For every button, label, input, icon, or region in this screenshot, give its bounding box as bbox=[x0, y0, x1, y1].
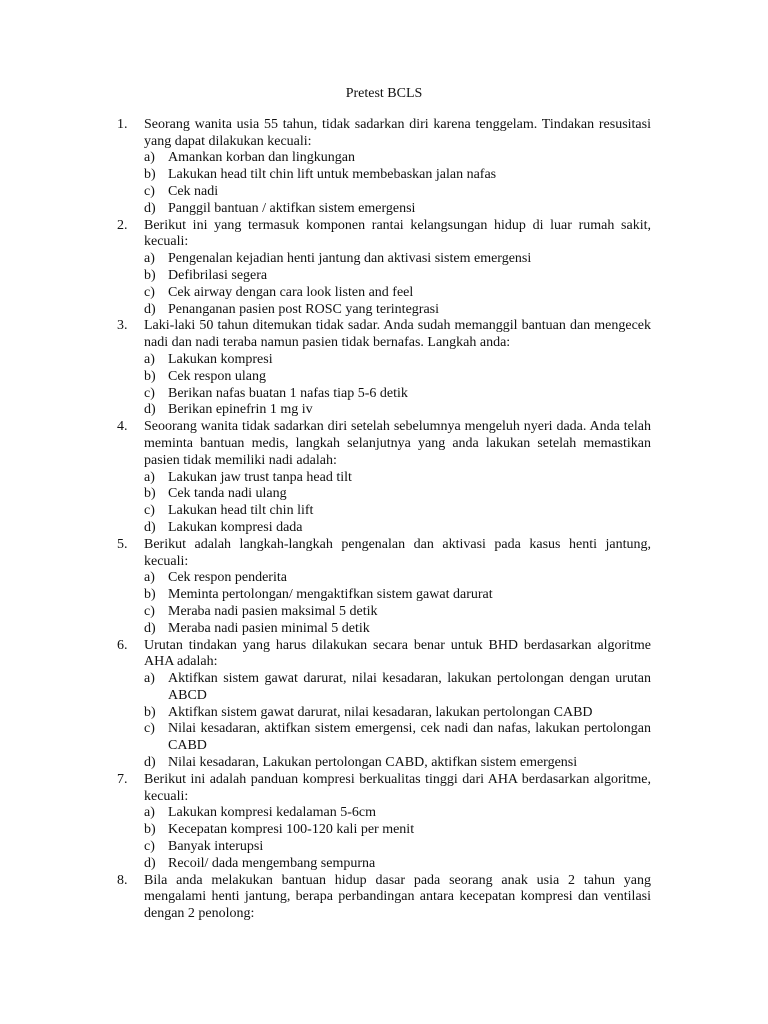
question-text: Urutan tindakan yang harus dilakukan secara benar untuk BHD berdasarkan algoritme AHA adalah: bbox=[144, 637, 651, 670]
question-text: Laki-laki 50 tahun ditemukan tidak sadar. Anda sudah memanggil bantuan dan mengecek nadi dan nadi teraba namun pasien tidak bernafas. Langkah anda: bbox=[144, 318, 651, 351]
option-text: Cek respon ulang bbox=[168, 368, 266, 384]
answer-option bbox=[144, 150, 651, 167]
question-number: 3. bbox=[117, 318, 128, 334]
answer-option bbox=[144, 402, 651, 419]
answer-option bbox=[144, 856, 651, 873]
option-text: Aktifkan sistem gawat darurat, nilai kesadaran, lakukan pertolongan dengan urutan ABCD bbox=[168, 671, 651, 703]
option-letter: b) bbox=[144, 587, 156, 603]
question-text: Berikut ini yang termasuk komponen rantai kelangsungan hidup di luar rumah sakit, kecuali: bbox=[144, 217, 651, 250]
option-list bbox=[144, 352, 651, 419]
answer-option bbox=[144, 604, 651, 621]
option-text: Berikan epinefrin 1 mg iv bbox=[168, 402, 313, 418]
option-text: Lakukan kompresi dada bbox=[168, 519, 303, 535]
answer-option bbox=[144, 587, 651, 604]
option-list bbox=[144, 470, 651, 537]
answer-option bbox=[144, 352, 651, 369]
question-number: 5. bbox=[117, 536, 128, 552]
option-list bbox=[144, 805, 651, 872]
question-item bbox=[117, 318, 651, 419]
document-title: Pretest BCLS bbox=[345, 86, 423, 101]
answer-option bbox=[144, 621, 651, 638]
option-text: Nilai kesadaran, aktifkan sistem emergensi, cek nadi dan nafas, lakukan pertolongan CABD bbox=[168, 721, 651, 754]
option-letter: a) bbox=[144, 251, 155, 267]
answer-option bbox=[144, 822, 651, 839]
option-text: Meminta pertolongan/ mengaktifkan sistem gawat darurat bbox=[168, 587, 493, 603]
option-text: Aktifkan sistem gawat darurat, nilai kesadaran, lakukan pertolongan CABD bbox=[168, 704, 593, 720]
option-letter: a) bbox=[144, 469, 155, 485]
option-list bbox=[144, 150, 651, 217]
question-text: Seoorang wanita tidak sadarkan diri setelah sebelumnya mengeluh nyeri dada. Anda telah meminta bantuan medis, langkah selanjutnya yang anda lakukan setelah memastikan pasien tidak memiliki nadi adalah: bbox=[144, 419, 651, 468]
option-text: Meraba nadi pasien minimal 5 detik bbox=[168, 620, 370, 636]
option-letter: c) bbox=[144, 603, 155, 619]
option-text: Cek tanda nadi ulang bbox=[168, 486, 287, 502]
option-text: Penanganan pasien post ROSC yang terintegrasi bbox=[168, 301, 440, 317]
option-text: Lakukan kompresi kedalaman 5-6cm bbox=[168, 805, 376, 821]
answer-option bbox=[144, 570, 651, 587]
option-letter: c) bbox=[144, 183, 155, 199]
question-number: 4. bbox=[117, 419, 128, 435]
option-list bbox=[144, 570, 651, 637]
option-text: Lakukan head tilt chin lift bbox=[168, 503, 314, 519]
question-number: 2. bbox=[117, 217, 128, 233]
option-text: Meraba nadi pasien maksimal 5 detik bbox=[168, 603, 378, 619]
option-text: Nilai kesadaran, Lakukan pertolongan CABD, aktifkan sistem emergensi bbox=[168, 755, 578, 771]
option-letter: a) bbox=[144, 805, 155, 821]
answer-option bbox=[144, 386, 651, 403]
question-item bbox=[117, 638, 651, 772]
option-letter: c) bbox=[144, 284, 155, 300]
option-text: Lakukan kompresi bbox=[168, 351, 273, 367]
option-text: Banyak interupsi bbox=[168, 839, 264, 855]
option-text: Defibrilasi segera bbox=[168, 267, 268, 283]
question-text: Seorang wanita usia 55 tahun, tidak sadarkan diri karena tenggelam. Tindakan resusitasi yang dapat dilakukan kecuali: bbox=[144, 116, 651, 149]
option-letter: d) bbox=[144, 402, 156, 418]
question-item bbox=[117, 772, 651, 873]
option-letter: c) bbox=[144, 839, 155, 855]
answer-option bbox=[144, 268, 651, 285]
option-text: Cek nadi bbox=[168, 183, 219, 199]
option-letter: d) bbox=[144, 301, 156, 317]
question-text: Bila anda melakukan bantuan hidup dasar pada seorang anak usia 2 tahun yang mengalami henti jantung, berapa perbandingan antara kecepatan kompresi dan ventilasi dengan 2 penolong: bbox=[144, 872, 651, 922]
option-text: Lakukan jaw trust tanpa head tilt bbox=[168, 469, 352, 485]
option-letter: a) bbox=[144, 671, 155, 687]
option-letter: d) bbox=[144, 620, 156, 636]
answer-option bbox=[144, 503, 651, 520]
answer-option bbox=[144, 839, 651, 856]
question-item bbox=[117, 218, 651, 319]
question-number: 1. bbox=[117, 116, 128, 132]
option-letter: c) bbox=[144, 385, 155, 401]
option-letter: b) bbox=[144, 822, 156, 838]
option-text: Lakukan head tilt chin lift untuk membebaskan jalan nafas bbox=[168, 167, 497, 183]
answer-option bbox=[144, 486, 651, 503]
answer-option bbox=[144, 721, 651, 755]
option-letter: a) bbox=[144, 351, 155, 367]
option-text: Berikan nafas buatan 1 nafas tiap 5-6 detik bbox=[168, 385, 408, 401]
option-letter: b) bbox=[144, 486, 156, 502]
option-letter: a) bbox=[144, 570, 155, 586]
answer-option bbox=[144, 167, 651, 184]
question-text: Berikut adalah langkah-langkah pengenalan dan aktivasi pada kasus henti jantung, kecuali: bbox=[144, 536, 651, 569]
answer-option bbox=[144, 755, 651, 772]
question-item bbox=[117, 537, 651, 638]
option-letter: d) bbox=[144, 755, 156, 771]
question-number: 6. bbox=[117, 637, 128, 653]
option-text: Pengenalan kejadian henti jantung dan aktivasi sistem emergensi bbox=[168, 251, 532, 267]
option-text: Panggil bantuan / aktifkan sistem emergensi bbox=[168, 200, 416, 216]
option-letter: d) bbox=[144, 519, 156, 535]
question-item bbox=[117, 873, 651, 923]
answer-option bbox=[144, 470, 651, 487]
answer-option bbox=[144, 201, 651, 218]
answer-option bbox=[144, 671, 651, 705]
answer-option bbox=[144, 251, 651, 268]
answer-option bbox=[144, 302, 651, 319]
option-letter: c) bbox=[144, 503, 155, 519]
question-item bbox=[117, 419, 651, 537]
option-list bbox=[144, 671, 651, 772]
option-letter: d) bbox=[144, 855, 156, 871]
answer-option bbox=[144, 184, 651, 201]
option-text: Cek airway dengan cara look listen and feel bbox=[168, 284, 414, 300]
answer-option bbox=[144, 520, 651, 537]
option-list bbox=[144, 251, 651, 318]
option-text: Cek respon penderita bbox=[168, 570, 287, 586]
answer-option bbox=[144, 705, 651, 722]
option-letter: c) bbox=[144, 721, 155, 737]
option-text: Recoil/ dada mengembang sempurna bbox=[168, 855, 376, 871]
option-text: Kecepatan kompresi 100-120 kali per menit bbox=[168, 822, 415, 838]
question-number: 8. bbox=[117, 872, 128, 888]
option-text: Amankan korban dan lingkungan bbox=[168, 150, 356, 166]
option-letter: d) bbox=[144, 200, 156, 216]
answer-option bbox=[144, 285, 651, 302]
option-letter: b) bbox=[144, 167, 156, 183]
option-letter: b) bbox=[144, 368, 156, 384]
question-item bbox=[117, 117, 651, 218]
option-letter: a) bbox=[144, 150, 155, 166]
answer-option bbox=[144, 369, 651, 386]
option-letter: b) bbox=[144, 704, 156, 720]
answer-option bbox=[144, 805, 651, 822]
question-text: Berikut ini adalah panduan kompresi berkualitas tinggi dari AHA berdasarkan algoritme, kecuali: bbox=[144, 771, 651, 804]
question-list bbox=[117, 117, 651, 923]
option-letter: b) bbox=[144, 267, 156, 283]
question-number: 7. bbox=[117, 771, 128, 787]
